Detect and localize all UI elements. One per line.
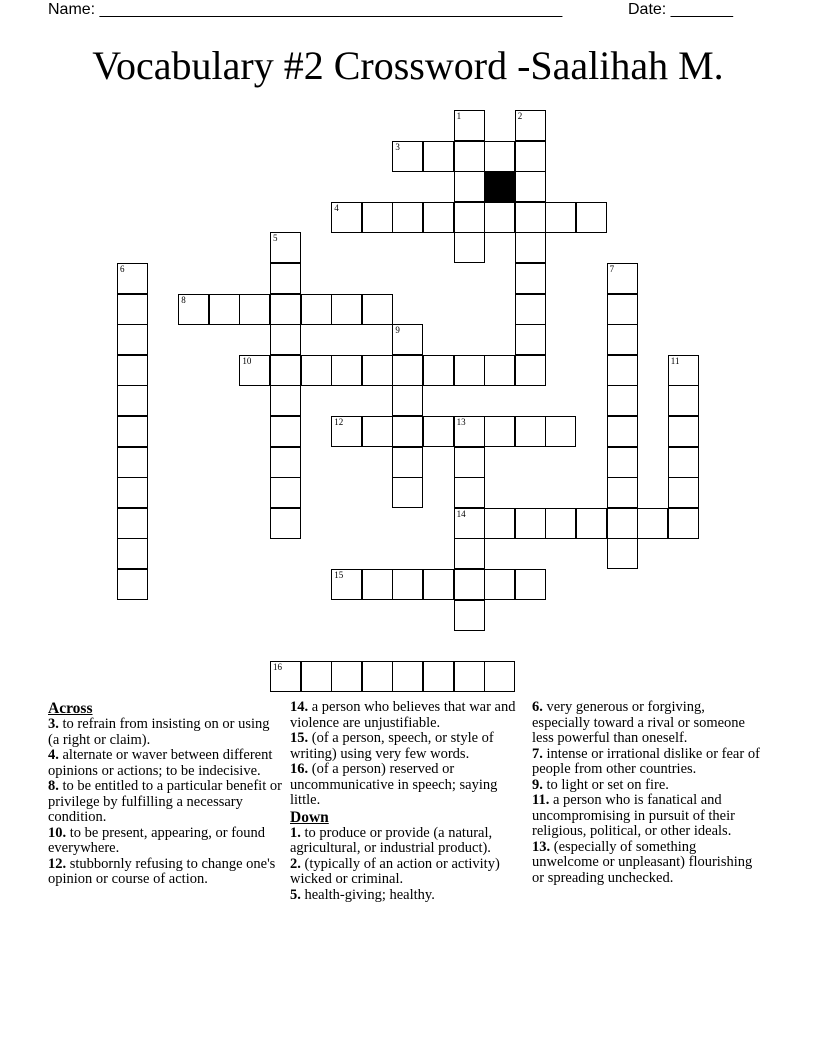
crossword-cell[interactable] bbox=[484, 416, 515, 447]
crossword-cell[interactable] bbox=[270, 355, 301, 386]
crossword-cell[interactable] bbox=[454, 232, 485, 263]
cell-number: 6 bbox=[120, 264, 125, 274]
crossword-cell[interactable] bbox=[668, 508, 699, 539]
crossword-cell[interactable] bbox=[117, 538, 148, 569]
crossword-cell[interactable] bbox=[454, 141, 485, 172]
name-field-label: Name: ____________________________________________________ bbox=[48, 1, 563, 18]
crossword-cell[interactable] bbox=[515, 110, 546, 141]
clue-down-2: 2. (typically of an action or activity) wicked or criminal. bbox=[290, 855, 500, 887]
crossword-cell[interactable] bbox=[331, 661, 362, 692]
crossword-cell[interactable] bbox=[515, 355, 546, 386]
clue-down-9: 9. to light or set on fire. bbox=[532, 776, 669, 793]
crossword-cell[interactable] bbox=[515, 141, 546, 172]
crossword-cell[interactable] bbox=[117, 569, 148, 600]
crossword-cell[interactable] bbox=[423, 569, 454, 600]
clue-across-3: 3. to refrain from insisting on or using (a right or claim). bbox=[48, 716, 270, 748]
clue-down-7: 7. intense or irrational dislike or fear of people from other countries. bbox=[532, 745, 760, 777]
crossword-cell[interactable] bbox=[515, 263, 546, 294]
crossword-cell[interactable] bbox=[270, 385, 301, 416]
crossword-cell[interactable] bbox=[239, 294, 270, 325]
across-heading: Across bbox=[48, 700, 93, 717]
crossword-cell[interactable] bbox=[454, 447, 485, 478]
crossword-cell[interactable] bbox=[454, 661, 485, 692]
crossword-cell[interactable] bbox=[239, 355, 270, 386]
crossword-cell[interactable] bbox=[331, 294, 362, 325]
clue-across-14: 14. a person who believes that war and violence are unjustifiable. bbox=[290, 699, 516, 731]
crossword-cell[interactable] bbox=[454, 416, 485, 447]
crossword-cell[interactable] bbox=[484, 141, 515, 172]
cell-number: 3 bbox=[395, 141, 400, 152]
crossword-cell[interactable] bbox=[668, 447, 699, 478]
clue-down-11: 11. a person who is fanatical and uncompromising in pursuit of their religious, political, or other ideals. bbox=[532, 792, 735, 839]
crossword-cell[interactable] bbox=[362, 569, 393, 600]
crossword-cell[interactable] bbox=[392, 355, 423, 386]
cell-number: 4 bbox=[334, 202, 339, 213]
crossword-cell[interactable] bbox=[454, 171, 485, 202]
crossword-cell[interactable] bbox=[117, 447, 148, 478]
crossword-cell[interactable] bbox=[331, 202, 362, 233]
crossword-cell[interactable] bbox=[270, 416, 301, 447]
crossword-cell[interactable] bbox=[392, 202, 423, 233]
clues-column-1 bbox=[48, 700, 283, 888]
crossword-cell[interactable] bbox=[607, 508, 638, 539]
crossword-cell[interactable] bbox=[362, 661, 393, 692]
crossword-cell[interactable] bbox=[484, 569, 515, 600]
crossword-cell[interactable] bbox=[607, 416, 638, 447]
crossword-cell[interactable] bbox=[117, 294, 148, 325]
crossword-cell[interactable] bbox=[423, 141, 454, 172]
clue-across-12: 12. stubbornly refusing to change one's opinion or course of action. bbox=[48, 855, 276, 887]
crossword-cell[interactable] bbox=[117, 508, 148, 539]
crossword-cell[interactable] bbox=[117, 263, 148, 294]
crossword-cell[interactable] bbox=[484, 661, 515, 692]
crossword-cell[interactable] bbox=[668, 385, 699, 416]
crossword-cell[interactable] bbox=[331, 355, 362, 386]
crossword-cell[interactable] bbox=[607, 263, 638, 294]
crossword-cell[interactable] bbox=[270, 232, 301, 263]
crossword-cell[interactable] bbox=[301, 355, 332, 386]
crossword-cell[interactable] bbox=[331, 416, 362, 447]
crossword-cell[interactable] bbox=[117, 385, 148, 416]
crossword-cell[interactable] bbox=[392, 141, 423, 172]
cell-number: 2 bbox=[517, 111, 523, 121]
crossword-cell[interactable] bbox=[668, 477, 699, 508]
crossword-cell[interactable] bbox=[117, 477, 148, 508]
crossword-cell[interactable] bbox=[515, 171, 546, 202]
crossword-cell[interactable] bbox=[545, 416, 576, 447]
crossword-cell[interactable] bbox=[454, 355, 485, 386]
crossword-cell[interactable] bbox=[545, 202, 576, 233]
crossword-cell[interactable] bbox=[454, 538, 485, 569]
crossword-cell[interactable] bbox=[392, 661, 423, 692]
crossword-cell[interactable] bbox=[607, 538, 638, 569]
crossword-cell[interactable] bbox=[362, 416, 393, 447]
crossword-cell[interactable] bbox=[576, 508, 607, 539]
crossword-cell[interactable] bbox=[515, 416, 546, 447]
clue-across-16: 16. (of a person) reserved or uncommunicative in speech; saying little. bbox=[290, 761, 498, 808]
crossword-cell[interactable] bbox=[668, 355, 699, 386]
crossword-cell[interactable] bbox=[607, 477, 638, 508]
cell-number: 10 bbox=[242, 355, 252, 366]
cell-number: 14 bbox=[456, 508, 466, 519]
crossword-cell[interactable] bbox=[331, 569, 362, 600]
crossword-cell[interactable] bbox=[484, 355, 515, 386]
cell-number: 9 bbox=[395, 325, 400, 336]
crossword-cell[interactable] bbox=[392, 385, 423, 416]
crossword-cell[interactable] bbox=[392, 324, 423, 355]
crossword-cell[interactable] bbox=[301, 661, 332, 692]
crossword-cell[interactable] bbox=[515, 202, 546, 233]
crossword-cell[interactable] bbox=[301, 294, 332, 325]
crossword-cell[interactable] bbox=[607, 355, 638, 386]
crossword-cell[interactable] bbox=[270, 263, 301, 294]
clue-down-5: 5. health-giving; healthy. bbox=[290, 886, 435, 903]
crossword-cell[interactable] bbox=[515, 569, 546, 600]
crossword-cell[interactable] bbox=[515, 324, 546, 355]
cell-number: 12 bbox=[334, 417, 344, 427]
crossword-cell[interactable] bbox=[454, 508, 485, 539]
crossword-cell[interactable] bbox=[270, 508, 301, 539]
page-title: Vocabulary #2 Crossword -Saalihah M. bbox=[92, 43, 724, 88]
crossword-cell[interactable] bbox=[576, 202, 607, 233]
crossword-cell[interactable] bbox=[392, 477, 423, 508]
cell-number: 15 bbox=[334, 570, 344, 580]
crossword-cell[interactable] bbox=[209, 294, 240, 325]
crossword-cell[interactable] bbox=[392, 447, 423, 478]
cell-number: 11 bbox=[670, 355, 680, 366]
crossword-cell[interactable] bbox=[484, 202, 515, 233]
crossword-cell[interactable] bbox=[515, 294, 546, 325]
crossword-cell[interactable] bbox=[515, 508, 546, 539]
crossword-cell[interactable] bbox=[454, 110, 485, 141]
crossword-cell[interactable] bbox=[637, 508, 668, 539]
crossword-cell[interactable] bbox=[454, 600, 485, 631]
crossword-cell[interactable] bbox=[392, 416, 423, 447]
clue-across-8: 8. to be entitled to a particular benefit or privilege by fulfilling a necessary condition. bbox=[48, 778, 282, 825]
crossword-cell[interactable] bbox=[607, 447, 638, 478]
crossword-cell[interactable] bbox=[178, 294, 209, 325]
crossword-cell[interactable] bbox=[607, 294, 638, 325]
crossword-cell[interactable] bbox=[117, 324, 148, 355]
clues-column-2 bbox=[290, 700, 526, 903]
crossword-cell[interactable] bbox=[362, 355, 393, 386]
cell-number: 13 bbox=[456, 417, 466, 427]
clues-column-3 bbox=[532, 700, 762, 886]
clue-down-13: 13. (especially of something unwelcome or unpleasant) flourishing or spreading unchecked. bbox=[532, 838, 753, 886]
cell-number: 7 bbox=[609, 264, 615, 274]
crossword-cell[interactable] bbox=[668, 416, 699, 447]
cell-number: 5 bbox=[273, 233, 278, 244]
crossword-cell[interactable] bbox=[423, 355, 454, 386]
cell-number: 1 bbox=[456, 111, 462, 121]
crossword-cell[interactable] bbox=[454, 569, 485, 600]
crossword-cell[interactable] bbox=[454, 202, 485, 233]
crossword-cell[interactable] bbox=[362, 202, 393, 233]
cell-number: 8 bbox=[181, 294, 186, 305]
crossword-cell[interactable] bbox=[423, 416, 454, 447]
crossword-cell[interactable] bbox=[117, 355, 148, 386]
crossword-cell[interactable] bbox=[607, 324, 638, 355]
clue-across-15: 15. (of a person, speech, or style of writing) using very few words. bbox=[290, 730, 494, 762]
crossword-cell[interactable] bbox=[362, 294, 393, 325]
cell-number: 16 bbox=[273, 661, 282, 672]
crossword-cell[interactable] bbox=[270, 294, 301, 325]
crossword-cell[interactable] bbox=[607, 385, 638, 416]
clue-down-1: 1. to produce or provide (a natural, agricultural, or industrial product). bbox=[290, 824, 493, 856]
clue-across-10: 10. to be present, appearing, or found everywhere. bbox=[48, 824, 266, 856]
crossword-cell[interactable] bbox=[515, 232, 546, 263]
crossword-cell[interactable] bbox=[270, 661, 301, 692]
crossword-cell[interactable] bbox=[423, 202, 454, 233]
crossword-cell[interactable] bbox=[117, 416, 148, 447]
clue-across-4: 4. alternate or waver between different opinions or actions; to be indecisive. bbox=[48, 747, 273, 779]
crossword-cell[interactable] bbox=[392, 569, 423, 600]
crossword-block-cell bbox=[484, 171, 515, 202]
date-field-label: Date: _______ bbox=[628, 1, 733, 18]
crossword-cell[interactable] bbox=[545, 508, 576, 539]
crossword-cell[interactable] bbox=[484, 508, 515, 539]
crossword-cell[interactable] bbox=[454, 477, 485, 508]
crossword-cell[interactable] bbox=[270, 477, 301, 508]
crossword-cell[interactable] bbox=[270, 447, 301, 478]
down-heading: Down bbox=[290, 808, 329, 826]
clue-down-6: 6. very generous or forgiving, especially toward a rival or someone less powerful than oneself. bbox=[532, 699, 745, 746]
crossword-cell[interactable] bbox=[270, 324, 301, 355]
crossword-cell[interactable] bbox=[423, 661, 454, 692]
